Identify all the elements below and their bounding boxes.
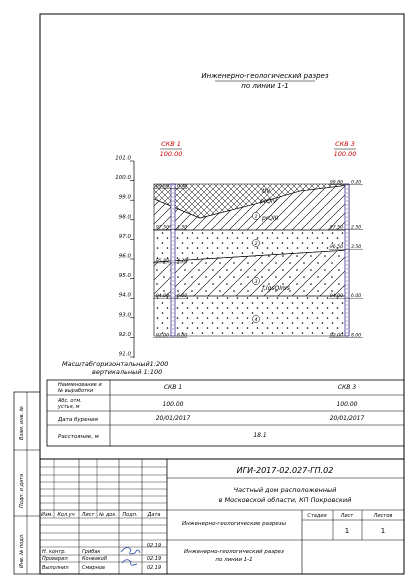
row-elev-label-1: Абс. отм.: [58, 398, 82, 404]
cell-elev-right: 100.00: [336, 401, 358, 408]
depth-mark-elev: 92.00: [329, 333, 343, 339]
person-date-1: 02.19: [146, 543, 162, 549]
depth-mark-depth: 0.20: [351, 180, 362, 186]
borehole-right-column: [345, 184, 349, 336]
layer-number-4: [252, 315, 259, 323]
depth-mark-depth: 3.50: [351, 245, 362, 251]
depth-mark-elev: 99.80: [329, 180, 343, 186]
person-role-2: Проверил: [42, 556, 68, 562]
col-docno: № док.: [99, 512, 117, 518]
person-date-2: 02.19: [146, 556, 162, 562]
scale-vertical: вертикальный 1:100: [92, 368, 163, 376]
axis-tick-label: 96.0: [118, 253, 131, 260]
depth-mark-elev: 97.50: [155, 225, 169, 231]
layer-number-1: [252, 212, 259, 220]
label-sand: f,lgsQIms: [262, 285, 290, 292]
depth-mark-elev: 96.50: [329, 245, 343, 251]
person-role-3: Выполнил: [42, 565, 69, 571]
object-line2: в Московской области, КП Покровский: [218, 496, 352, 504]
borehole-data-table: [47, 380, 404, 446]
sheet-label: Лист: [340, 513, 354, 519]
depth-mark-depth: 0.40: [177, 184, 188, 190]
scale-horizontal: Масштабгоризонтальный1:200: [62, 360, 169, 368]
section-title-line1: Инженерно-геологический разрез: [201, 72, 329, 80]
depth-mark-elev: 94.00: [155, 294, 169, 300]
depth-mark-elev: 92.00: [155, 333, 169, 339]
label-soil: tIV: [262, 188, 271, 195]
title-block: [40, 459, 404, 574]
axis-tick-label: 99.0: [118, 194, 131, 201]
cell-name-left: СКВ 1: [163, 384, 183, 391]
object-line1: Частный дом расположенный: [233, 486, 337, 494]
cell-distance: 18.1: [253, 432, 267, 439]
row-name-label-2: № выработки: [58, 388, 94, 394]
axis-tick-label: 93.0: [118, 312, 131, 319]
col-change: Изм.: [41, 512, 53, 518]
borehole-right-elevation: 100.00: [333, 150, 357, 158]
cell-date-left: 20/01/2017: [155, 415, 191, 422]
person-name-2: Конвакоб: [82, 556, 108, 562]
layer-4-sand: [154, 296, 349, 339]
col-sheet: Лист: [81, 512, 95, 518]
row-elev-label-2: устья, м: [58, 404, 80, 410]
row-date-label: Дата бурения: [58, 417, 98, 423]
sheet-name: Инженерно-геологические разрезы: [181, 521, 287, 527]
col-count: Кол.уч: [57, 512, 75, 518]
axis-tick-label: 98.0: [118, 214, 131, 221]
depth-mark-depth: 6.00: [177, 294, 188, 300]
depth-mark-elev: 95.80: [155, 258, 169, 264]
side-stamp: [14, 392, 40, 574]
signature-mark: [121, 547, 140, 565]
side-stamp-replace: Взам. инв. №: [19, 406, 25, 440]
sheets-label: Листов: [373, 513, 393, 519]
borehole-left-elevation: 100.00: [159, 150, 183, 158]
person-role-1: Н. контр.: [42, 549, 66, 555]
borehole-left-name: СКВ 1: [161, 140, 181, 148]
depth-mark-depth: 2.50: [351, 225, 362, 231]
axis-tick-label: 97.0: [118, 233, 131, 240]
svg-text:4: 4: [254, 318, 258, 323]
depth-mark-elev: 99.60: [155, 184, 169, 190]
depth-mark-depth: 8.00: [177, 333, 188, 339]
side-stamp-sign: Подп. и дата: [19, 473, 25, 508]
cell-name-right: СКВ 3: [337, 384, 357, 391]
person-name-3: Смирнов: [82, 565, 105, 571]
stage-label: Стадия: [307, 513, 327, 519]
depth-mark-elev: 97.50: [329, 225, 343, 231]
document-code: ИГИ-2017-02.027-ГП.02: [236, 466, 334, 475]
section-title-line2: по линии 1-1: [241, 82, 289, 90]
cell-elev-left: 100.00: [162, 401, 184, 408]
depth-mark-depth: 4.20: [177, 258, 188, 264]
borehole-right-name: СКВ 3: [335, 140, 355, 148]
label-loam: prQIII: [262, 215, 279, 222]
person-name-1: Грибак: [82, 549, 101, 555]
axis-tick-label: 100.0: [115, 175, 131, 182]
cell-date-right: 20/01/2017: [329, 415, 365, 422]
svg-text:3: 3: [254, 280, 258, 285]
depth-mark-elev: 94.00: [329, 294, 343, 300]
svg-text:2: 2: [254, 242, 258, 247]
label-fill: prQIV: [260, 198, 277, 205]
layer-number-3: [252, 277, 259, 285]
row-distance-label: Расстояние, м: [58, 434, 99, 440]
sheet-value: 1: [344, 527, 350, 535]
drawing-title-line2: по линии 1-1: [215, 557, 253, 563]
depth-mark-depth: 2.50: [177, 225, 188, 231]
depth-mark-depth: 6.00: [351, 294, 362, 300]
axis-tick-label: 94.0: [118, 292, 131, 299]
axis-tick-label: 91.0: [118, 351, 131, 358]
elevation-axis: [115, 156, 134, 359]
svg-text:1: 1: [254, 215, 258, 220]
axis-tick-label: 101.0: [115, 155, 131, 162]
layer-number-2: [252, 239, 259, 247]
drawing-title-line1: Инженерно-геологический разрез: [184, 549, 284, 555]
col-date: Дата: [147, 512, 161, 518]
side-stamp-inventory: Инв. № подл.: [19, 533, 25, 568]
depth-mark-depth: 8.00: [351, 333, 362, 339]
col-sign: Подп.: [122, 512, 138, 518]
person-date-3: 02.19: [146, 565, 162, 571]
row-name-label-1: Наименование и: [58, 382, 102, 388]
axis-tick-label: 92.0: [118, 331, 131, 338]
borehole-left-column: [171, 184, 175, 336]
sheets-value: 1: [380, 527, 386, 535]
axis-tick-label: 95.0: [118, 273, 131, 280]
